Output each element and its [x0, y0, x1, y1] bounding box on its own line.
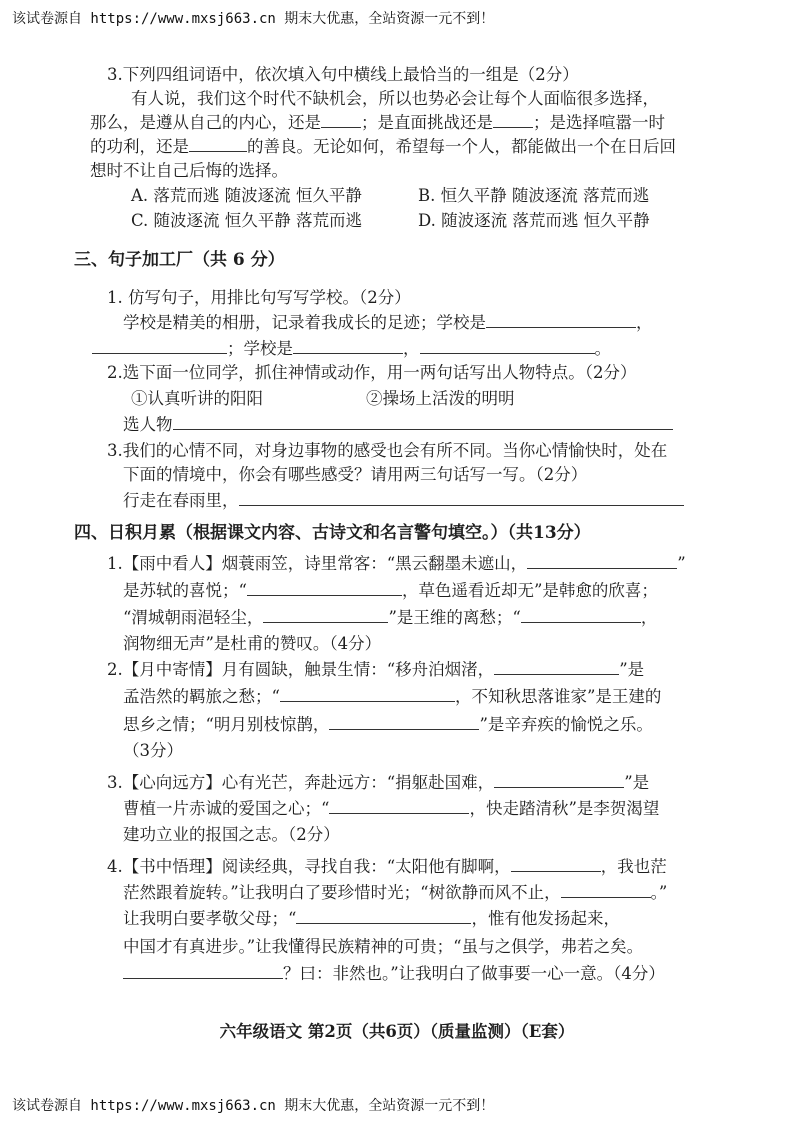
- s4-q2-line2: [123, 686, 661, 708]
- s3-q1-blank-3[interactable]: [293, 338, 403, 354]
- s3-q2-option-1[interactable]: ①认真听讲的阳阳: [131, 389, 263, 408]
- text: 3.【心向远方】心有光芒，奔赴远方：“捐躯赴国难，: [107, 773, 495, 792]
- s4-q4-line4: 中国才有真进步。”让我懂得民族精神的可贵；“虽与之俱学，弗若之矣。: [123, 937, 644, 956]
- text: ”: [677, 554, 686, 573]
- s4-q1-line4: 润物细无声”是杜甫的赞叹。（4分）: [123, 634, 382, 653]
- text: ，快走踏清秋”是李贺渴望: [469, 799, 660, 818]
- s3-q1-line1: [123, 312, 653, 334]
- s3-q1-blank-4[interactable]: [420, 338, 595, 354]
- s3-q2-answer-line: [123, 414, 673, 436]
- text: 。: [594, 339, 611, 358]
- text: ”是: [624, 773, 650, 792]
- text: 茫然跟着旋转。”让我明白了要珍惜时光；“树欲静而风不止，: [123, 883, 561, 902]
- q3-blank-1[interactable]: [321, 112, 361, 128]
- s3-q1-title: 1. 仿写句子，用排比句写写学校。（2分）: [107, 288, 411, 307]
- s4-q2-line3: [123, 714, 653, 736]
- text: “渭城朝雨浥轻尘，: [123, 608, 264, 627]
- q3-option-c[interactable]: C. 随波逐流 恒久平静 落荒而逃: [131, 211, 363, 230]
- text: 思乡之情；“明月别枝惊鹊，: [123, 715, 330, 734]
- s4-q2-line1: [107, 659, 644, 681]
- s4-q4-line1: [107, 856, 667, 878]
- text: ，: [403, 339, 420, 358]
- q3-passage-line4: 想时不让自己后悔的选择。: [90, 161, 288, 180]
- text: ”是辛弃疾的愉悦之乐。: [479, 715, 653, 734]
- text: ，草色遥看近却无”是韩愈的欣喜；: [401, 581, 658, 600]
- text: 让我明白要孝敬父母；“: [123, 909, 297, 928]
- s4-q4-line5: [123, 963, 665, 985]
- s3-q2-blank[interactable]: [173, 414, 673, 430]
- text: ”是王维的离愁；“: [388, 608, 521, 627]
- q3-option-b[interactable]: B. 恒久平静 随波逐流 落荒而逃: [418, 186, 650, 205]
- s4-q3-line2: [123, 798, 659, 820]
- s4-q2-blank-1[interactable]: [494, 659, 619, 675]
- text: 曹植一片赤诚的爱国之心；“: [123, 799, 330, 818]
- s4-q1-blank-1[interactable]: [527, 553, 677, 569]
- s4-q3-line3: 建功立业的报国之志。（2分）: [123, 825, 340, 844]
- s3-q3-line1: 3.我们的心情不同，对身边事物的感受也会有所不同。当你心情愉快时，处在: [107, 441, 668, 460]
- s3-q2-option-2[interactable]: ②操场上活泼的明明: [366, 389, 515, 408]
- s4-q1-blank-4[interactable]: [521, 607, 641, 623]
- text: 。”: [650, 883, 668, 902]
- q3-title: 3.下列四组词语中，依次填入句中横线上最恰当的一组是（2分）: [107, 65, 579, 84]
- text: 2.【月中寄情】月有圆缺，触景生情：“移舟泊烟渚，: [107, 660, 495, 679]
- s4-q4-blank-1[interactable]: [511, 856, 601, 872]
- text: 选人物: [123, 415, 173, 434]
- text: ”是: [619, 660, 645, 679]
- q3-passage-line2: [90, 112, 665, 134]
- s4-q4-blank-2[interactable]: [561, 882, 651, 898]
- q3-blank-3[interactable]: [189, 136, 247, 152]
- q3-option-d[interactable]: D. 随波逐流 落荒而逃 恒久平静: [418, 211, 650, 230]
- text: 的功利，还是: [90, 137, 189, 156]
- page-footer: 六年级语文 第2页（共6页）（质量监测）（E套）: [219, 1022, 575, 1041]
- text: ？曰：非然也。”让我明白了做事要一心一意。（4分）: [283, 964, 665, 983]
- text: ；是选择喧嚣一时: [533, 113, 665, 132]
- q3-passage-line1: 有人说，我们这个时代不缺机会，所以也势必会让每个人面临很多选择，: [131, 89, 659, 108]
- s3-q1-blank-1[interactable]: [486, 312, 636, 328]
- text: ，: [640, 608, 658, 627]
- q3-passage-line3: [90, 136, 676, 158]
- text: ，惟有他发扬起来，: [471, 909, 620, 928]
- s4-q1-line1: [107, 553, 686, 575]
- s4-q1-blank-2[interactable]: [247, 580, 402, 596]
- text: ；是直面挑战还是: [361, 113, 493, 132]
- s3-q3-blank[interactable]: [239, 490, 684, 506]
- s4-q4-blank-3[interactable]: [296, 908, 471, 924]
- s4-q2-points: （3分）: [123, 741, 183, 760]
- text: 学校是精美的相册，记录着我成长的足迹；学校是: [123, 313, 486, 332]
- text: ，: [636, 313, 653, 332]
- text: ，不知秋思落谁家”是王建的: [454, 687, 662, 706]
- text: ，我也茫: [600, 857, 667, 876]
- source-banner-top: 该试卷源自 https://www.mxsj663.cn 期末大优惠，全站资源一元不到！: [12, 11, 495, 27]
- text: 行走在春雨里，: [123, 491, 239, 510]
- s4-q1-line3: [123, 607, 657, 629]
- s4-q3-blank-1[interactable]: [494, 772, 624, 788]
- s3-q1-blank-2[interactable]: [92, 338, 227, 354]
- s4-q2-blank-2[interactable]: [280, 686, 455, 702]
- s3-q3-line3: [123, 490, 684, 512]
- text: 的善良。无论如何，希望每一个人，都能做出一个在日后回: [247, 137, 676, 156]
- q3-blank-2[interactable]: [493, 112, 533, 128]
- source-banner-bottom: 该试卷源自 https://www.mxsj663.cn 期末大优惠，全站资源一元不到！: [12, 1098, 495, 1114]
- text: ；学校是: [227, 339, 293, 358]
- s4-q3-blank-2[interactable]: [329, 798, 469, 814]
- s4-q1-blank-3[interactable]: [263, 607, 388, 623]
- section-4-heading: 四、日积月累（根据课文内容、古诗文和名言警句填空。）（共13分）: [74, 523, 591, 543]
- text: 那么，是遵从自己的内心，还是: [90, 113, 321, 132]
- q3-option-a[interactable]: A. 落荒而逃 随波逐流 恒久平静: [131, 186, 362, 205]
- s4-q3-line1: [107, 772, 649, 794]
- s4-q4-blank-4[interactable]: [123, 963, 283, 979]
- s3-q1-line2: [92, 338, 611, 360]
- s4-q4-line2: [123, 882, 667, 904]
- s3-q3-line2: 下面的情境中，你会有哪些感受？请用两三句话写一写。（2分）: [123, 465, 588, 484]
- s3-q2-title: 2.选下面一位同学，抓住神情或动作，用一两句话写出人物特点。（2分）: [107, 363, 637, 382]
- text: 是苏轼的喜悦；“: [123, 581, 247, 600]
- s4-q2-blank-3[interactable]: [329, 714, 479, 730]
- section-3-heading: 三、句子加工厂（共 6 分）: [74, 250, 285, 270]
- s4-q1-line2: [123, 580, 658, 602]
- s4-q4-line3: [123, 908, 620, 930]
- text: 孟浩然的羁旅之愁；“: [123, 687, 280, 706]
- text: 4.【书中悟理】阅读经典，寻找自我：“太阳他有脚啊，: [107, 857, 511, 876]
- text: 1.【雨中看人】烟蓑雨笠，诗里常客：“黑云翻墨未遮山，: [107, 554, 528, 573]
